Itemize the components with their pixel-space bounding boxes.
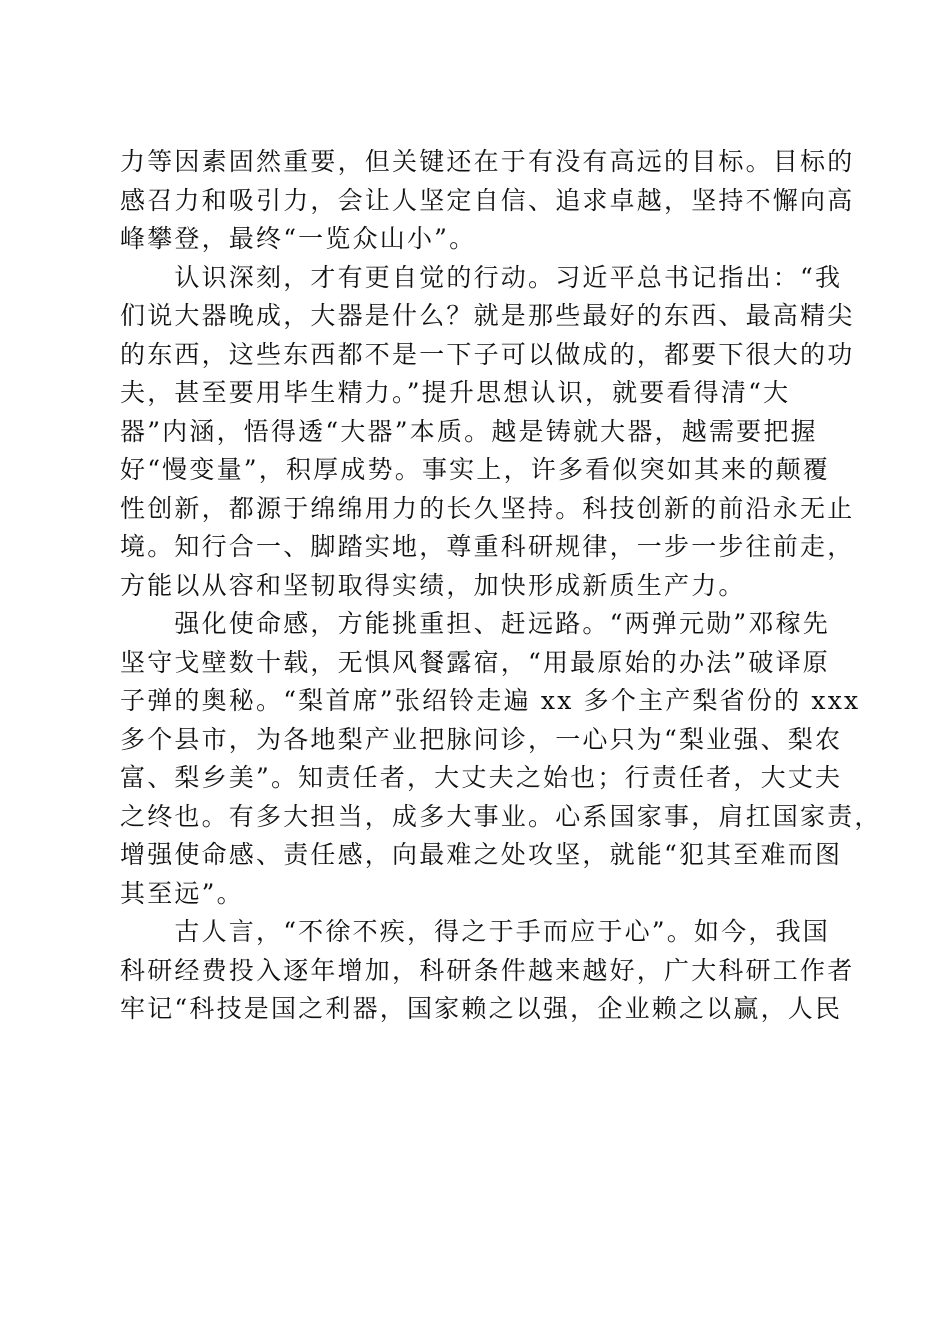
text-line: 强化使命感，方能挑重担、赶远路。“两弹元勋”邓稼先 [120,609,830,638]
text-line: 方能以从容和坚韧取得实绩，加快形成新质生产力。 [120,570,746,600]
text-line: 子弹的奥秘。“梨首席”张绍铃走遍 xx 多个主产梨省份的 xxx [120,686,861,715]
text-line: 境。知行合一、脚踏实地，尊重科研规律，一步一步往前走， [120,532,855,561]
text-line: 好“慢变量”，积厚成势。事实上，许多看似突如其来的颠覆 [120,455,830,484]
text-line: 峰攀登，最终“一览众山小”。 [120,224,477,253]
text-line: 们说大器晚成，大器是什么？就是那些最好的东西、最高精尖 [120,301,855,330]
document-body [120,143,882,1029]
text-line: 增强使命感、责任感，向最难之处攻坚，就能“犯其至难而图 [120,840,843,869]
text-line: 认识深刻，才有更自觉的行动。习近平总书记指出：“我 [120,262,843,292]
text-line: 多个县市，为各地梨产业把脉问诊，一心只为“梨业强、梨农 [120,724,843,754]
text-line: 感召力和吸引力，会让人坚定自信、追求卓越，坚持不懈向高 [120,185,855,215]
text-line: 的东西，这些东西都不是一下子可以做成的，都要下很大的功 [120,339,855,369]
text-line: 力等因素固然重要，但关键还在于有没有高远的目标。目标的 [120,147,855,176]
text-line: 坚守戈壁数十载，无惧风餐露宿，“用最原始的办法”破译原 [120,647,830,677]
text-line: 科研经费投入逐年增加，科研条件越来越好，广大科研工作者 [120,955,855,985]
text-line: 牢记“科技是国之利器，国家赖之以强，企业赖之以赢，人民 [120,994,843,1023]
text-line: 性创新，都源于绵绵用力的长久坚持。科技创新的前沿永无止 [120,493,855,523]
paragraph-3 [120,605,882,913]
text-line: 古人言，“不徐不疾，得之于手而应于心”。如今，我国 [120,917,830,946]
paragraph-4 [120,913,855,1029]
paragraph-1 [120,143,855,259]
text-line: 富、梨乡美”。知责任者，大丈夫之始也；行责任者，大丈夫 [120,763,843,792]
text-line: 夫，甚至要用毕生精力。”提升思想认识，就要看得清“大 [120,378,791,407]
text-line: 器”内涵，悟得透“大器”本质。越是铸就大器，越需要把握 [120,416,818,446]
paragraph-2 [120,259,855,606]
text-line: 之终也。有多大担当，成多大事业。心系国家事，肩扛国家责， [120,801,882,831]
text-line: 其至远”。 [120,878,244,908]
